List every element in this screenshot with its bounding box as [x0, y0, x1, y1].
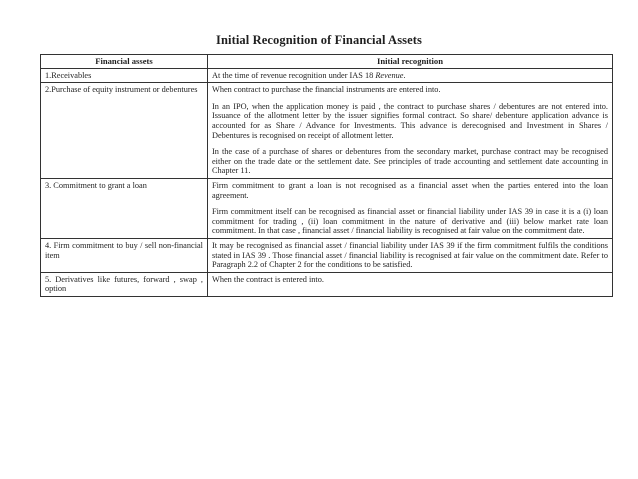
recognition-paragraph: When the contract is entered into.	[212, 274, 324, 284]
document-title: Initial Recognition of Financial Assets	[216, 33, 422, 47]
asset-cell: 4. Firm commitment to buy / sell non-financial item	[41, 238, 208, 272]
recognition-table	[40, 54, 613, 297]
table-row	[41, 238, 613, 272]
recognition-paragraph: In the case of a purchase of shares or debentures from the secondary market, purchase contract may be recognised either on the trade date or the settlement date. See principles of trade accounting and settlement date accounting in Chapter 11.	[212, 147, 608, 176]
recognition-cell	[208, 238, 613, 272]
recognition-cell	[208, 68, 613, 83]
recognition-paragraph: Firm commitment itself can be recognised as financial asset or financial liability under IAS 39 in case it is a (i) loan commitment for trading , (ii) loan commitment in the nature of derivative and (iii) below market rate loan commitment. In that case , financial asset / financial liability is recognised at fair value on the commitment date.	[212, 207, 608, 236]
table-row	[41, 272, 613, 296]
recognition-text: At the time of revenue recognition under IAS 18 Revenue.	[212, 70, 406, 80]
asset-cell: 2.Purchase of equity instrument or debentures	[41, 83, 208, 179]
table-header-row	[41, 55, 613, 69]
recognition-cell	[208, 178, 613, 238]
recognition-paragraph: In an IPO, when the application money is paid , the contract to purchase shares / debentures are not entered into. Issuance of the allotment letter by the issuer signifies formal contract. So share/ debenture application advance is accounted for as Share / Advance for Investments. This advance is derecognised and Investment in Shares / Debentures is recognised on receipt of allotment letter.	[212, 101, 608, 140]
table-row	[41, 68, 613, 83]
recognition-paragraph: When contract to purchase the financial instruments are entered into.	[212, 85, 441, 95]
header-financial-assets: Financial assets	[41, 55, 208, 69]
recognition-paragraph	[212, 71, 608, 81]
recognition-paragraph: Firm commitment to grant a loan is not recognised as a financial asset when the parties entered into the loan agreement.	[212, 180, 608, 200]
recognition-paragraph: It may be recognised as financial asset / financial liability under IAS 39 if the firm commitment fulfils the conditions stated in IAS 39 . Those financial asset / financial liability is recognised at fair value on the commitment date. Refer to Paragraph 2.2 of Chapter 2 for the conditions to be satisfied.	[212, 240, 608, 270]
header-initial-recognition: Initial recognition	[208, 55, 613, 69]
asset-cell: 3. Commitment to grant a loan	[41, 178, 208, 238]
asset-cell: 1.Receivables	[41, 68, 208, 83]
standard-name-italic: Revenue	[375, 70, 404, 80]
recognition-cell	[208, 272, 613, 296]
recognition-cell	[208, 83, 613, 179]
table-row	[41, 83, 613, 179]
asset-cell: 5. Derivatives like futures, forward , swap , option	[41, 272, 208, 296]
table-row	[41, 178, 613, 238]
